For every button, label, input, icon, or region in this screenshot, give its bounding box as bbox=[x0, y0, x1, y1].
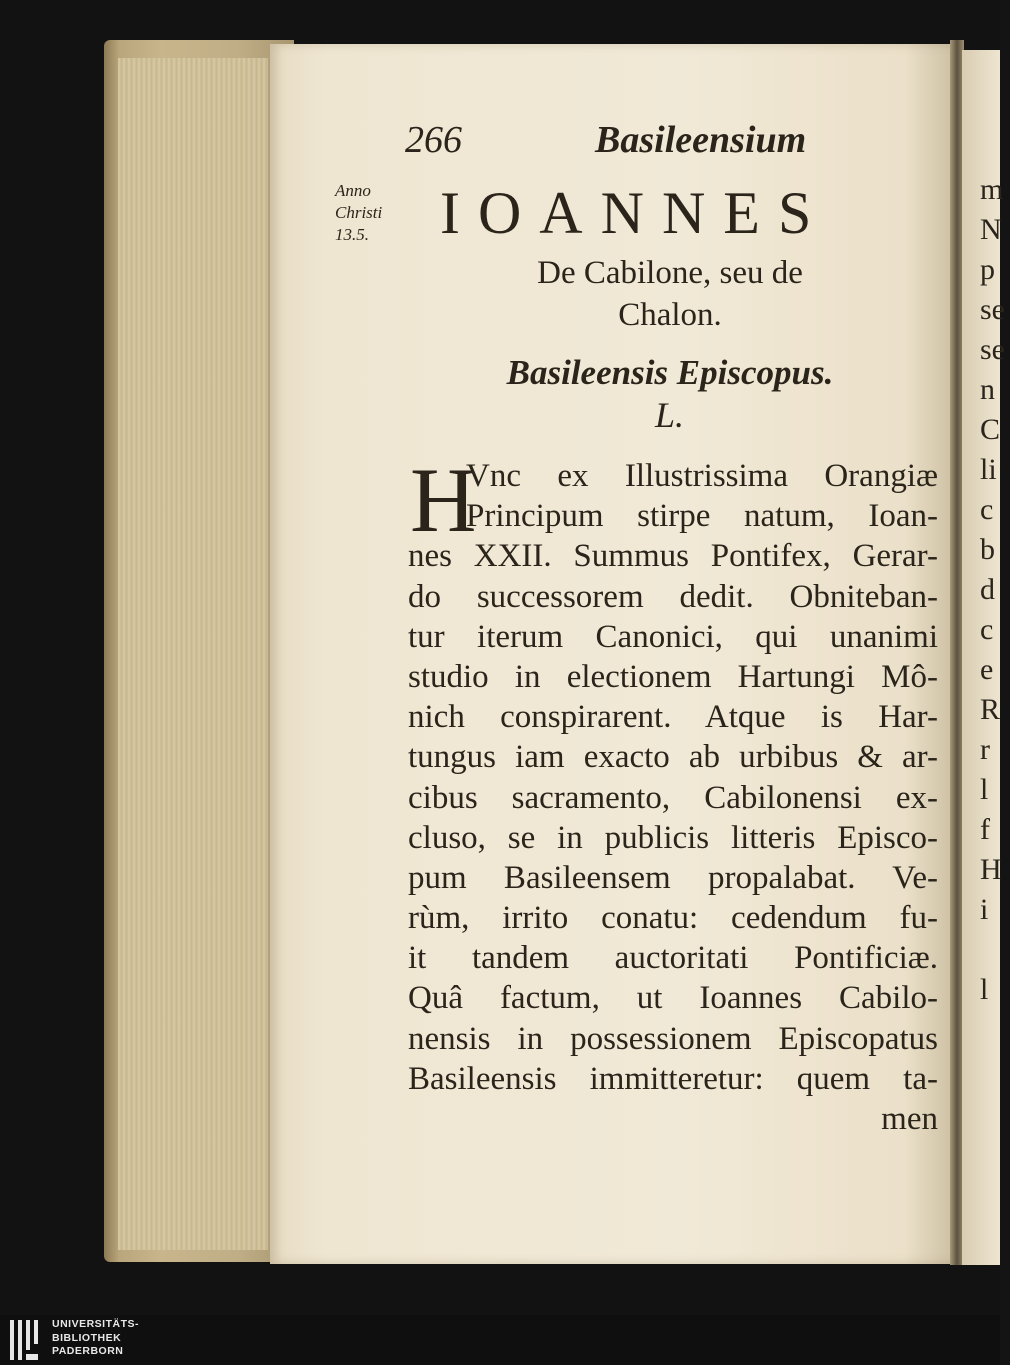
right-page-text-fragments bbox=[980, 170, 1010, 1010]
right-page-fragment: c bbox=[980, 493, 994, 526]
body-line: rùm, irrito conatu: cedendum fu- bbox=[408, 900, 938, 937]
body-line: cluso, se in publicis litteris Episco- bbox=[408, 819, 938, 856]
page-header bbox=[405, 118, 825, 168]
right-page-fragment: n bbox=[980, 373, 995, 406]
right-page-fragment: e bbox=[980, 653, 994, 686]
body-line: pum Basileensem propalabat. Ve- bbox=[408, 859, 938, 896]
body-line: Principum stirpe natum, Ioan- bbox=[466, 498, 938, 535]
body-line: Basileensis immitteretur: quem ta- bbox=[408, 1060, 938, 1097]
body-line: nes XXII. Summus Pontifex, Gerar- bbox=[408, 538, 938, 575]
bishop-numeral: L. bbox=[655, 395, 685, 435]
bishop-office: Basileensis Episcopus. bbox=[506, 353, 834, 392]
logo-line: PADERBORN bbox=[52, 1345, 124, 1357]
right-page-fragment: c bbox=[980, 613, 994, 646]
bishop-subtitle bbox=[470, 252, 870, 336]
library-logo-text bbox=[52, 1318, 139, 1359]
right-page-fragment: p bbox=[980, 253, 995, 286]
subtitle-line: De Cabilone, seu de bbox=[537, 255, 803, 291]
margin-note-line: Anno bbox=[335, 181, 371, 200]
body-line: nich conspirarent. Atque is Har- bbox=[408, 699, 938, 736]
right-page-fragment: b bbox=[980, 533, 995, 566]
body-line: Vnc ex Illustrissima Orangiæ bbox=[466, 458, 938, 494]
right-page-fragment: l bbox=[980, 973, 989, 1006]
right-page-fragment: i bbox=[980, 893, 989, 926]
body-line: cibus sacramento, Cabilonensi ex- bbox=[408, 779, 938, 816]
body-line: tungus iam exacto ab urbibus & ar- bbox=[408, 739, 938, 776]
body-text bbox=[408, 449, 938, 1139]
body-line: nensis in possessionem Episcopatus bbox=[408, 1020, 938, 1057]
body-line: Quâ factum, ut Ioannes Cabilo- bbox=[408, 980, 938, 1017]
bishop-name: IOANNES bbox=[440, 180, 830, 246]
right-page-fragment: m bbox=[980, 173, 1004, 206]
right-page-fragment: d bbox=[980, 573, 995, 606]
right-page-fragment bbox=[980, 930, 1010, 970]
right-page-fragment: se bbox=[980, 293, 1005, 326]
body-line: studio in electionem Hartungi Mô- bbox=[408, 658, 938, 695]
margin-note-line: Christi bbox=[335, 203, 383, 222]
page-fore-edge bbox=[118, 58, 268, 1250]
right-page-fragment: se bbox=[980, 333, 1005, 366]
library-logo-icon bbox=[8, 1318, 44, 1362]
logo-line: UNIVERSITÄTS- bbox=[52, 1318, 140, 1330]
right-page-fragment: l bbox=[980, 773, 989, 806]
footer-bar bbox=[0, 1315, 1000, 1365]
logo-line: BIBLIOTHEK bbox=[52, 1331, 122, 1344]
right-page-fragment: f bbox=[980, 813, 990, 846]
right-page-fragment: H bbox=[980, 853, 1002, 886]
right-page-fragment: C bbox=[980, 413, 1001, 446]
margin-note bbox=[335, 180, 405, 246]
body-line: it tandem auctoritati Pontificiæ. bbox=[408, 940, 938, 977]
drop-cap: H bbox=[410, 449, 477, 551]
right-page-fragment: li bbox=[980, 453, 997, 486]
body-line-catchword: men bbox=[881, 1101, 938, 1137]
margin-note-line: 13.5. bbox=[335, 225, 369, 244]
subtitle-line: Chalon. bbox=[618, 297, 722, 333]
page-number: 266 bbox=[405, 119, 462, 161]
right-page-fragment: N bbox=[980, 213, 1002, 246]
body-line: do successorem dedit. Obniteban- bbox=[408, 578, 938, 615]
right-page-fragment: r bbox=[980, 733, 990, 766]
right-page-fragment: R bbox=[980, 693, 1001, 726]
running-head: Basileensium bbox=[595, 119, 807, 161]
body-line: tur iterum Canonici, qui unanimi bbox=[408, 618, 938, 655]
